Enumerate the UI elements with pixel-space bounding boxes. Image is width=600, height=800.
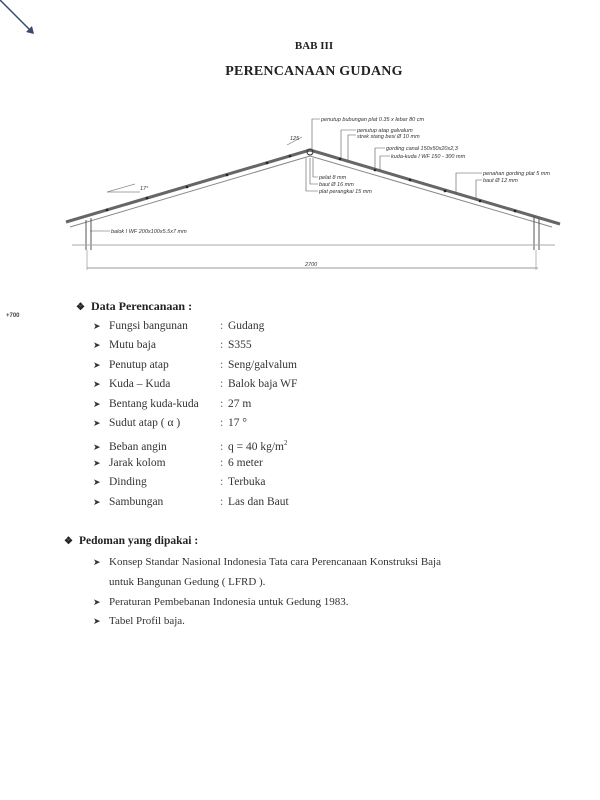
label-purlin: gording canal 150x50x20x2,3	[386, 146, 458, 152]
colon: :	[220, 359, 224, 371]
colon: :	[220, 417, 224, 429]
label-truss: kuda-kuda I WF 150 - 300 mm	[391, 154, 466, 160]
label-beam: balok I WF 200x100x5.5x7 mm	[111, 229, 187, 235]
heading-text: Pedoman yang dipakai :	[78, 535, 199, 547]
arrow-bullet-icon: ➤	[93, 458, 101, 468]
list-item	[93, 612, 185, 631]
list-item	[93, 553, 441, 572]
arrow-bullet-icon: ➤	[93, 399, 101, 409]
list-item	[93, 454, 263, 473]
list-item	[93, 593, 349, 612]
list-item	[93, 317, 264, 336]
arrow-bullet-icon: ➤	[93, 340, 101, 350]
diamond-bullet-icon: ❖	[64, 536, 73, 547]
side-note: +700	[6, 313, 20, 319]
item-value: 6 meter	[228, 457, 263, 469]
list-item	[93, 434, 288, 453]
colon: :	[220, 398, 224, 410]
purlins	[106, 155, 517, 213]
item-text-continued: untuk Bangunan Gedung ( LFRD ).	[109, 576, 266, 588]
item-key: Bentang kuda-kuda	[109, 398, 199, 410]
item-key: Kuda – Kuda	[109, 378, 171, 390]
list-item	[93, 375, 297, 394]
arrow-bullet-icon: ➤	[93, 321, 101, 331]
colon: :	[220, 440, 224, 453]
list-item	[93, 493, 289, 512]
colon: :	[220, 339, 224, 351]
colon: :	[220, 496, 224, 508]
arrow-bullet-icon: ➤	[93, 418, 101, 428]
page-title: PERENCANAAN GUDANG	[225, 64, 403, 79]
item-key: Sambungan	[109, 496, 164, 508]
colon: :	[220, 378, 224, 390]
colon: :	[220, 476, 224, 488]
angle-marker	[107, 184, 149, 192]
arrow-bullet-icon: ➤	[93, 379, 101, 389]
item-text: Peraturan Pembebanan Indonesia untuk Gedung 1983.	[109, 596, 349, 608]
item-key: Sudut atap ( α )	[109, 417, 181, 429]
pedoman-heading	[64, 535, 198, 547]
diamond-bullet-icon: ❖	[76, 302, 85, 313]
arrow-bullet-icon: ➤	[93, 616, 101, 626]
roof-truss-drawing	[0, 100, 600, 280]
superscript: 2	[284, 439, 288, 447]
chapter-label: BAB III	[294, 40, 334, 52]
item-value: 17 °	[228, 417, 247, 429]
item-value: q = 40 kg/m	[228, 440, 285, 453]
leader-lines	[90, 119, 482, 231]
arrow-bullet-icon: ➤	[93, 597, 101, 607]
label-ridge-cap: penutup bubungan plat 0.35 x lebar 80 cm	[321, 117, 425, 123]
item-text: Konsep Standar Nasional Indonesia Tata cara Perencanaan Konstruksi Baja	[109, 556, 441, 568]
angle-label: 17°	[140, 186, 149, 192]
list-item	[93, 473, 266, 492]
span-dimension: 2700	[305, 262, 318, 268]
apex-dimension: 125	[290, 136, 300, 142]
item-value: Seng/galvalum	[228, 359, 297, 371]
colon: :	[220, 320, 224, 332]
item-value: 27 m	[228, 398, 252, 410]
list-item	[93, 414, 247, 433]
colon: :	[220, 457, 224, 469]
list-item	[93, 336, 252, 355]
label-plate: pelat 8 mm	[319, 175, 347, 181]
arrow-bullet-icon: ➤	[93, 557, 101, 567]
arrow-bullet-icon: ➤	[93, 360, 101, 370]
data-perencanaan-heading	[76, 299, 192, 314]
item-key: Beban angin	[109, 440, 167, 453]
item-value: Gudang	[228, 320, 265, 332]
list-item	[93, 395, 251, 414]
item-key: Penutup atap	[109, 359, 169, 371]
arrow-bullet-icon: ➤	[93, 497, 101, 507]
heading-text: Data Perencanaan :	[90, 299, 193, 313]
label-roof-cover: penutup atap galvalum	[357, 128, 413, 134]
label-connection-plate: plat perangkai 15 mm	[319, 189, 372, 195]
item-text: Tabel Profil baja.	[109, 615, 185, 627]
arrow-bullet-icon: ➤	[93, 441, 101, 452]
roof-left	[66, 150, 310, 227]
label-bolt-right: baut Ø 12 mm	[483, 178, 518, 184]
item-value: Balok baja WF	[228, 378, 298, 390]
item-key: Dinding	[109, 476, 147, 488]
arrow-bullet-icon: ➤	[93, 477, 101, 487]
corner-arrow-icon	[0, 0, 40, 40]
label-purlin-holder: penahan gording plat 5 mm	[483, 171, 550, 177]
item-key: Jarak kolom	[109, 457, 166, 469]
label-tie-rod: strek stang besi Ø 10 mm	[357, 134, 420, 140]
list-item	[93, 356, 297, 375]
item-key: Mutu baja	[109, 339, 156, 351]
item-value: Terbuka	[228, 476, 266, 488]
item-value: Las dan Baut	[228, 496, 289, 508]
label-bolt-apex: baut Ø 16 mm	[319, 182, 354, 188]
item-value: S355	[228, 339, 252, 351]
item-key: Fungsi bangunan	[109, 320, 188, 332]
